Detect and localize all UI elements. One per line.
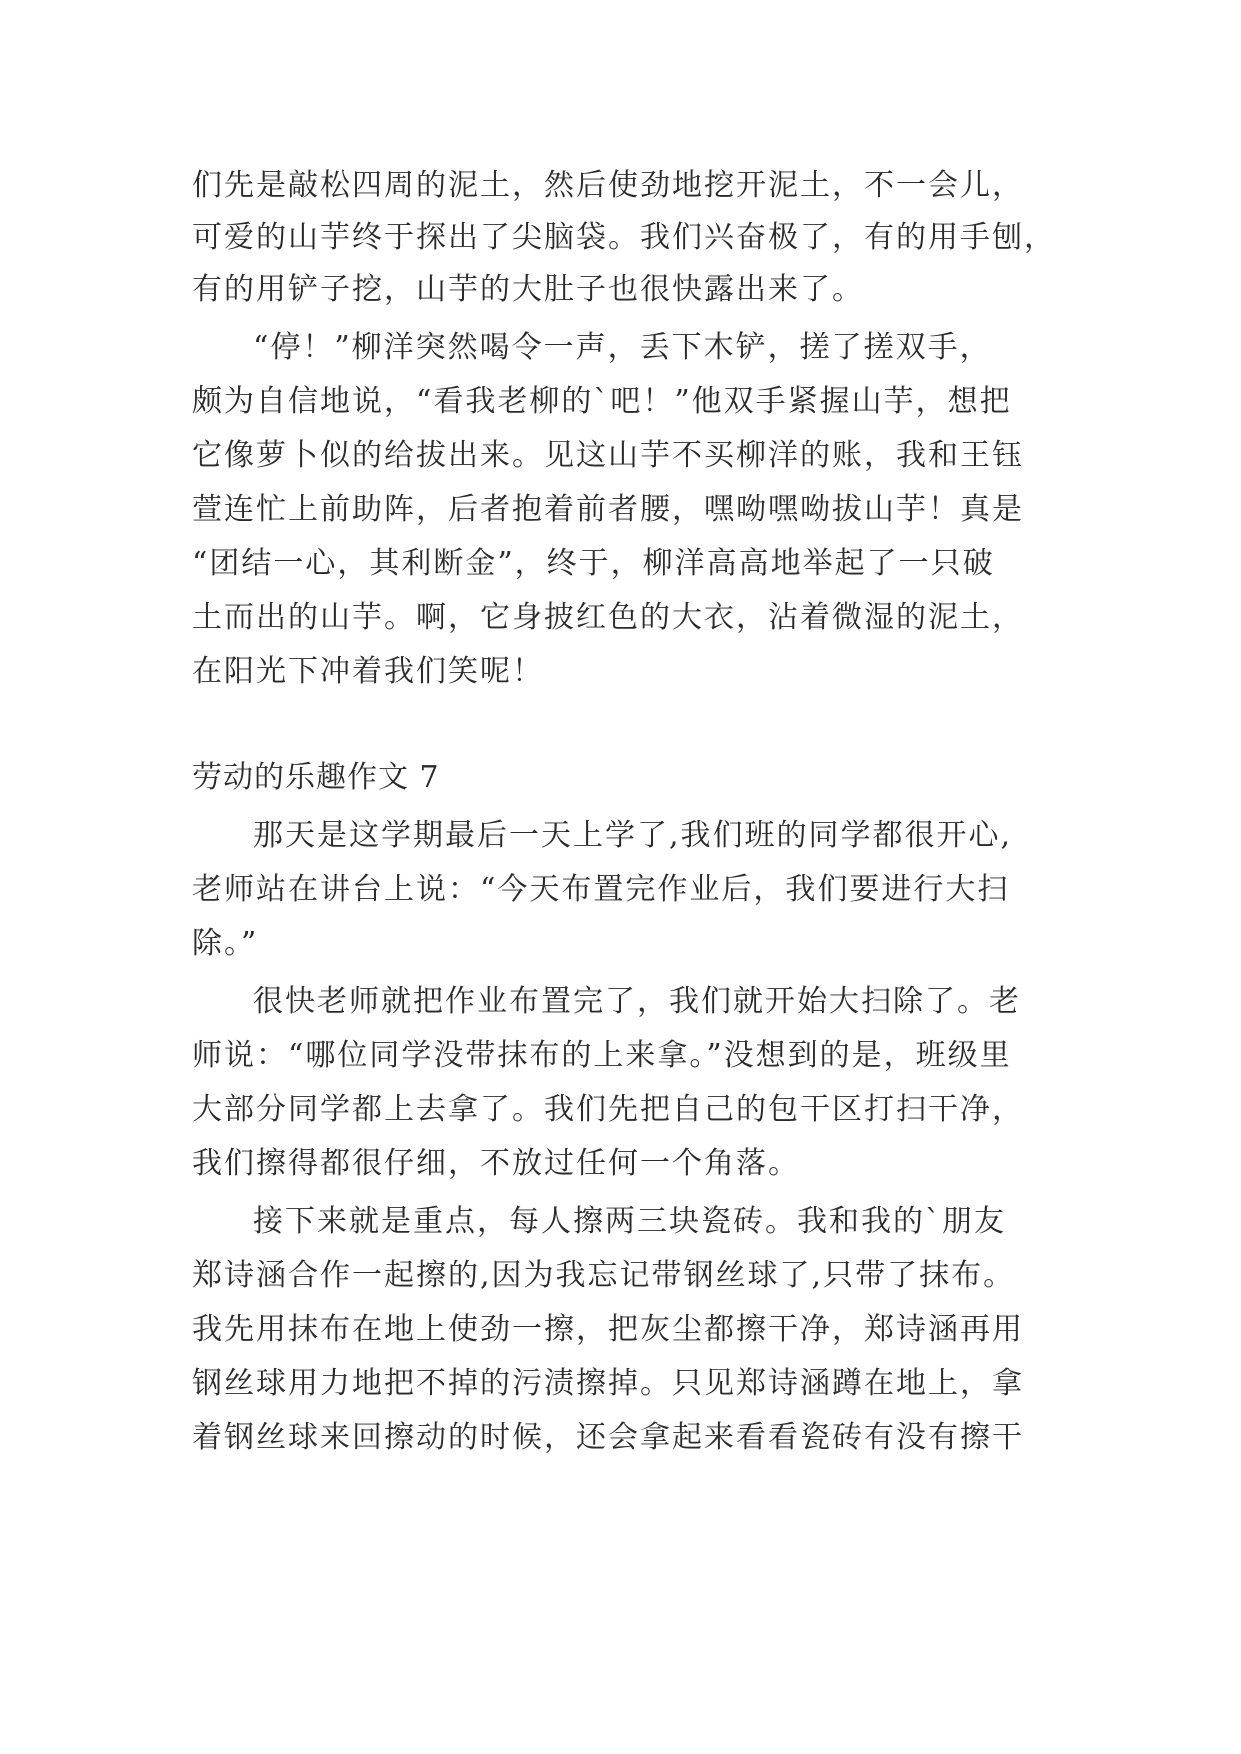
text-line: 它像萝卜似的给拔出来。见这山芋不买柳洋的账，我和王钰 — [192, 438, 1024, 473]
text-line: 师说：“哪位同学没带抹布的上来拿。”没想到的是，班级里 — [192, 1038, 1012, 1073]
text-line: 那天是这学期最后一天上学了,我们班的同学都很开心, — [253, 818, 1013, 853]
text-line: 土而出的山芋。啊，它身披红色的大衣，沾着微湿的泥土， — [192, 600, 1024, 635]
text-line: 大部分同学都上去拿了。我们先把自己的包干区打扫干净， — [192, 1092, 1024, 1127]
text-line: 们先是敲松四周的泥土，然后使劲地挖开泥土，不一会儿， — [192, 168, 1024, 203]
text-line: 我先用抹布在地上使劲一擦，把灰尘都擦干净，郑诗涵再用 — [192, 1312, 1024, 1347]
text-line: “停！”柳洋突然喝令一声，丢下木铲，搓了搓双手， — [253, 330, 992, 365]
text-line: 我们擦得都很仔细，不放过任何一个角落。 — [192, 1146, 800, 1181]
text-line: 接下来就是重点，每人擦两三块瓷砖。我和我的`朋友 — [253, 1204, 1006, 1239]
text-line: 有的用铲子挖，山芋的大肚子也很快露出来了。 — [192, 272, 864, 307]
text-line: 很快老师就把作业布置完了，我们就开始大扫除了。老 — [253, 984, 1021, 1019]
text-line: 在阳光下冲着我们笑呢！ — [192, 654, 544, 689]
text-line: 着钢丝球来回擦动的时候，还会拿起来看看瓷砖有没有擦干 — [192, 1420, 1024, 1455]
text-line: 郑诗涵合作一起擦的,因为我忘记带钢丝球了,只带了抹布。 — [192, 1258, 1016, 1293]
text-line: 萱连忙上前助阵，后者抱着前者腰，嘿呦嘿呦拔山芋！真是 — [192, 492, 1024, 527]
text-line: 除。” — [192, 926, 259, 961]
essay-title: 劳动的乐趣作文 7 — [192, 760, 440, 795]
text-line: 钢丝球用力地把不掉的污渍擦掉。只见郑诗涵蹲在地上，拿 — [192, 1366, 1024, 1401]
text-line: 颇为自信地说，“看我老柳的`吧！”他双手紧握山芋，想把 — [192, 384, 1012, 419]
text-line: 可爱的山芋终于探出了尖脑袋。我们兴奋极了，有的用手刨， — [192, 220, 1056, 255]
text-line: “团结一心，其利断金”，终于，柳洋高高地举起了一只破 — [192, 546, 995, 581]
text-line: 老师站在讲台上说：“今天布置完作业后，我们要进行大扫 — [192, 872, 1010, 907]
